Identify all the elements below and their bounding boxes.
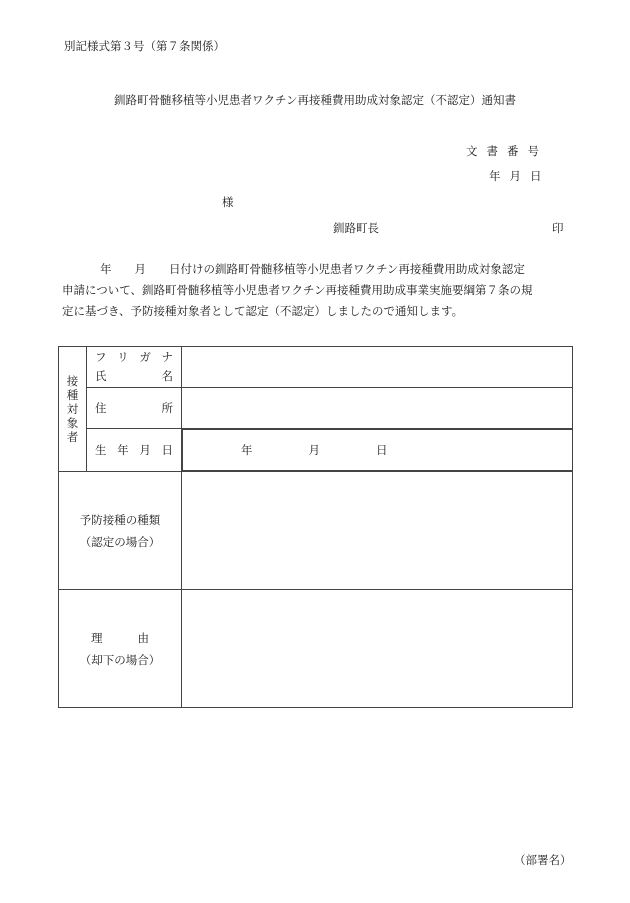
subject-label-char: 種 bbox=[66, 388, 79, 402]
seal-mark: 印 bbox=[552, 221, 564, 235]
subject-label-char: 者 bbox=[66, 430, 79, 444]
vaccine-type-note: （認定の場合） bbox=[79, 534, 161, 549]
label-char: 住 bbox=[95, 401, 107, 415]
subject-label-char: 対 bbox=[66, 402, 79, 416]
name-label-cell bbox=[87, 347, 182, 388]
notice-line-1: 年 月 日付けの釧路町骨髄移植等小児患者ワクチン再接種費用助成対象認定 bbox=[100, 262, 525, 276]
label-char: ナ bbox=[161, 350, 173, 364]
notice-body bbox=[62, 259, 572, 322]
address-label-cell bbox=[87, 388, 182, 429]
label-char: 所 bbox=[161, 401, 173, 415]
issuer-name: 釧路町長 bbox=[333, 221, 379, 235]
addressee-suffix: 様 bbox=[222, 195, 234, 209]
label-char: 名 bbox=[161, 369, 173, 383]
subject-label-char: 象 bbox=[66, 416, 79, 430]
reason-field[interactable] bbox=[182, 590, 573, 708]
subject-info-table bbox=[58, 346, 573, 708]
dob-year-label: 年 bbox=[241, 443, 253, 457]
form-number: 別記様式第３号（第７条関係） bbox=[64, 39, 225, 53]
name-label bbox=[95, 367, 173, 386]
label-char: 日 bbox=[161, 443, 173, 457]
label-char: 由 bbox=[137, 630, 149, 645]
dob-field[interactable] bbox=[182, 429, 573, 471]
department-name: （部署名） bbox=[514, 853, 572, 867]
label-char: フ bbox=[95, 350, 107, 364]
address-label bbox=[95, 400, 173, 416]
label-char: 年 bbox=[117, 443, 129, 457]
reason-note: （却下の場合） bbox=[79, 652, 161, 667]
furigana-label bbox=[95, 348, 173, 367]
notice-line-3: 定に基づき、予防接種対象者として認定（不認定）しましたので通知します。 bbox=[62, 304, 464, 318]
document-title: 釧路町骨髄移植等小児患者ワクチン再接種費用助成対象認定（不認定）通知書 bbox=[114, 93, 516, 107]
vaccine-type-label: 予防接種の種類 bbox=[79, 512, 161, 527]
dob-day-label: 日 bbox=[376, 443, 388, 457]
reason-label-cell bbox=[59, 590, 182, 708]
vaccine-type-field[interactable] bbox=[182, 472, 573, 590]
reason-label bbox=[59, 627, 181, 649]
label-char: 月 bbox=[139, 443, 151, 457]
label-char: 氏 bbox=[95, 369, 107, 383]
dob-label-cell bbox=[87, 429, 182, 472]
dob-label bbox=[95, 442, 173, 458]
date-label: 年月日 bbox=[489, 169, 551, 183]
notice-line-2: 申請について、釧路町骨髄移植等小児患者ワクチン再接種費用助成事業実施要綱第７条の規 bbox=[62, 283, 533, 297]
vaccine-type-label-cell bbox=[59, 472, 182, 590]
subject-label-char: 接 bbox=[66, 374, 79, 388]
label-char: リ bbox=[117, 350, 129, 364]
dob-month-label: 月 bbox=[308, 443, 320, 457]
document-number-label: 文書番号 bbox=[466, 144, 548, 158]
name-field[interactable] bbox=[182, 347, 573, 388]
label-char: ガ bbox=[139, 350, 151, 364]
subject-label bbox=[59, 347, 87, 472]
address-field[interactable] bbox=[182, 388, 573, 429]
label-char: 生 bbox=[95, 443, 107, 457]
label-char: 理 bbox=[91, 630, 103, 645]
